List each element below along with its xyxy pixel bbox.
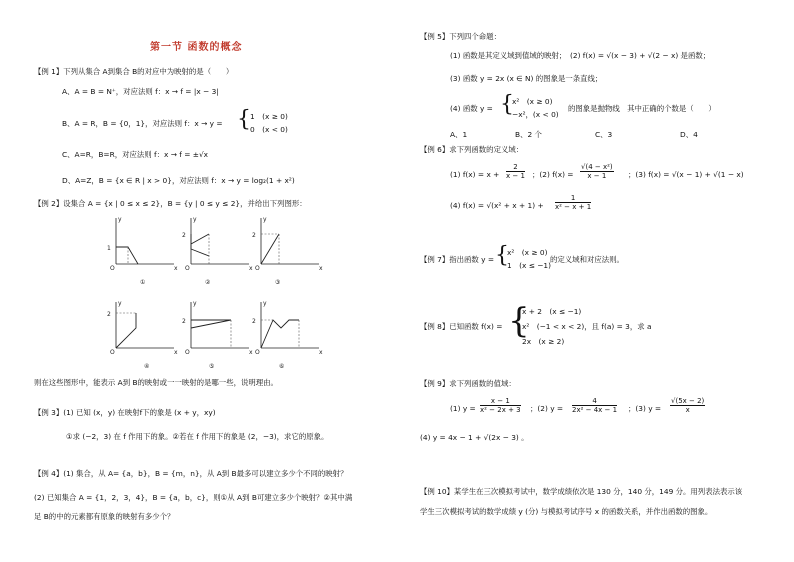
graph-6-x: x (319, 349, 323, 356)
graph-6 (252, 300, 323, 370)
graph-2-origin: O (185, 265, 190, 272)
example-6-q4-num: 1 (555, 194, 591, 203)
example-1-b-case-2: 0 (x < 0) (250, 125, 288, 134)
example-2-stem: 【例 2】设集合 A = {x | 0 ≤ x ≤ 2}，B = {y | 0 ≤ y ≤ 2}，并给出下列图形： (34, 199, 307, 208)
graph-4-x: x (174, 349, 178, 356)
example-8-case-1: x + 2 (x ≤ −1) (522, 307, 582, 316)
example-4-line-3: 足 B的中的元素都有原象的映射有多少个？ (34, 512, 175, 521)
example-6-q4-frac (555, 194, 591, 211)
example-5-prop-3: (3) 函数 y = 2x (x ∈ N) 的图象是一条直线； (450, 74, 603, 83)
example-10-line-1: 【例 10】某学生在三次模拟考试中，数学成绩依次是 130 分，140 分，149 分。用列表法表示该 (420, 487, 743, 496)
example-9-q2-num: 4 (572, 397, 617, 406)
page-title: 第一节 函数的概念 (150, 42, 243, 53)
brace-7: { (495, 243, 509, 268)
example-9-q4: (4) y = 4x − 1 + √(2x − 3) 。 (420, 433, 529, 442)
graph-5-origin: O (185, 349, 190, 356)
example-9-q3-pre: ；(3) y = (628, 404, 662, 413)
graph-4-origin: O (110, 349, 115, 356)
example-9-q1-den: x² − 2x + 3 (480, 406, 521, 414)
graph-1-y: y (118, 216, 122, 223)
example-7-post: 的定义域和对应法则。 (550, 255, 624, 264)
graph-6-label: ⑥ (279, 363, 285, 370)
example-5-prop-4-post: 的图象是抛物线 其中正确的个数是（ ） (568, 104, 716, 113)
example-1-b-case-1: 1 (x ≥ 0) (250, 112, 288, 121)
graph-2-tick: 2 (182, 232, 186, 239)
example-1-option-d: D、A=Z，B = {x ∈ R | x > 0}，对应法则 f：x → y = log₂(1 + x²) (62, 176, 295, 185)
graph-3-y: y (263, 216, 267, 223)
example-9-q1-frac (480, 397, 521, 414)
graph-1-label: ① (140, 279, 146, 286)
graph-1 (107, 216, 178, 286)
example-6-q2-pre: ；(2) f(x) = (532, 170, 574, 179)
graph-2 (182, 216, 253, 286)
example-9-q3-frac (670, 397, 705, 414)
example-1-option-c: C、A=R，B=R，对应法则 f：x → f = ±√x (62, 150, 209, 159)
graph-2-label: ② (205, 279, 211, 286)
example-6-q1-pre: (1) f(x) = x + (450, 170, 500, 179)
example-6-q4-pre: (4) f(x) = √(x² + x + 1) + (450, 201, 544, 210)
graph-5-tick: 2 (182, 318, 186, 325)
graph-6-y: y (263, 300, 267, 307)
example-3-line-2: ①求 (−2，3) 在 f 作用下的象。②若在 f 作用下的象是 (2，−3)，求它的原象。 (66, 432, 329, 441)
graph-4-tick: 2 (107, 311, 111, 318)
example-5-option-d: D、4 (680, 130, 698, 139)
example-8-case-2: x² (−1 < x < 2)，且 f(a) = 3，求 a (522, 322, 652, 331)
example-7-case-2: 1 (x ≤ −1) (507, 261, 552, 270)
example-9-q1-num: x − 1 (480, 397, 521, 406)
example-9-stem: 【例 9】求下列函数的值域： (420, 379, 516, 388)
example-7-pre: 【例 7】指出函数 y = (420, 255, 495, 264)
example-9-q2-den: 2x² − 4x − 1 (572, 406, 618, 414)
example-5-case-2: −x²，(x < 0) (512, 110, 559, 119)
brace-1b: { (237, 107, 251, 132)
example-4-line-1: 【例 4】(1) 集合，从 A= {a，b}，B = {m，n}，从 A到 B最多可以建立多少个不同的映射？ (34, 469, 348, 478)
example-6-q2-num: √(4 − x²) (581, 163, 613, 171)
example-5-option-a: A、1 (450, 130, 468, 139)
example-6-q3: ；(3) f(x) = √(x − 1) + √(1 − x) (628, 170, 744, 179)
graph-3-tick: 2 (252, 232, 256, 239)
example-6-q2-frac (580, 163, 614, 180)
example-8-pre: 【例 8】已知函数 f(x) = (420, 322, 503, 331)
graph-5-y: y (193, 300, 197, 307)
example-9-q2-frac (572, 397, 617, 414)
graph-3-label: ③ (275, 279, 281, 286)
graph-5-x: x (249, 349, 253, 356)
example-4-line-2: (2) 已知集合 A = {1，2，3，4}，B = {a，b，c}，则①从 A到 B可建立多少个映射？②其中满 (34, 493, 353, 502)
example-5-prop-1-2: (1) 函数是其定义域到值域的映射； (2) f(x) = √(x − 3) + √(2 − x) 是函数； (450, 51, 711, 60)
example-1-stem: 【例 1】下列从集合 A到集合 B的对应中为映射的是（ ） (34, 67, 234, 76)
example-9-q3-den: x (685, 406, 690, 414)
graph-1-x: x (174, 265, 178, 272)
example-9-q3-num: √(5x − 2) (671, 397, 705, 405)
example-6-q1-num: 2 (506, 163, 525, 172)
example-5-case-1: x² (x ≥ 0) (512, 97, 553, 106)
graph-6-origin: O (255, 349, 260, 356)
example-6-q1-den: x − 1 (506, 172, 525, 180)
example-8-case-3: 2x (x ≥ 2) (522, 337, 565, 346)
example-1-option-b: B、A = R，B = {0，1}，对应法则 f：x → y = (62, 119, 223, 128)
graph-4-y: y (118, 300, 122, 307)
example-5-option-b: B、2 个 (515, 130, 542, 139)
example-6-q2-den: x − 1 (587, 172, 607, 180)
example-9-q2-pre: ；(2) y = (530, 404, 564, 413)
graph-2-y: y (193, 216, 197, 223)
graph-6-tick: 2 (252, 318, 256, 325)
graph-4-label: ④ (144, 363, 150, 370)
example-2-question: 则在这些图形中，能表示 A到 B的映射或一一映射的是哪一些，说明理由。 (34, 378, 278, 387)
example-3-line-1: 【例 3】(1) 已知 (x，y) 在映射f下的象是 (x + y，xy) (34, 408, 216, 417)
example-1-option-a: A、A = B = N⁺，对应法则 f：x → f = |x − 3| (62, 87, 219, 96)
graph-1-tick: 1 (107, 245, 111, 252)
example-6-stem: 【例 6】求下列函数的定义域： (420, 145, 524, 154)
brace-8: { (508, 301, 530, 341)
graph-2-x: x (249, 265, 253, 272)
example-7-case-1: x² (x ≥ 0) (507, 248, 548, 257)
graph-3-x: x (319, 265, 323, 272)
example-5-prop-4-pre: (4) 函数 y = (450, 104, 493, 113)
graphs-grid (96, 210, 326, 375)
example-5-stem: 【例 5】下列四个命题： (420, 32, 501, 41)
brace-5: { (500, 92, 514, 117)
example-6-q4-den: x² − x + 1 (555, 203, 592, 211)
example-9-q1-pre: (1) y = (450, 404, 476, 413)
graph-1-origin: O (110, 265, 115, 272)
graph-3 (252, 216, 323, 286)
example-10-line-2: 学生三次模拟考试的数学成绩 y (分) 与模拟考试序号 x 的函数关系，并作出函数的图象。 (420, 507, 713, 516)
graph-4 (107, 300, 178, 370)
graph-3-origin: O (255, 265, 260, 272)
graph-5-label: ⑤ (209, 363, 215, 370)
example-5-option-c: C、3 (595, 130, 613, 139)
example-6-q1-frac (506, 163, 525, 180)
graph-5 (182, 300, 253, 370)
